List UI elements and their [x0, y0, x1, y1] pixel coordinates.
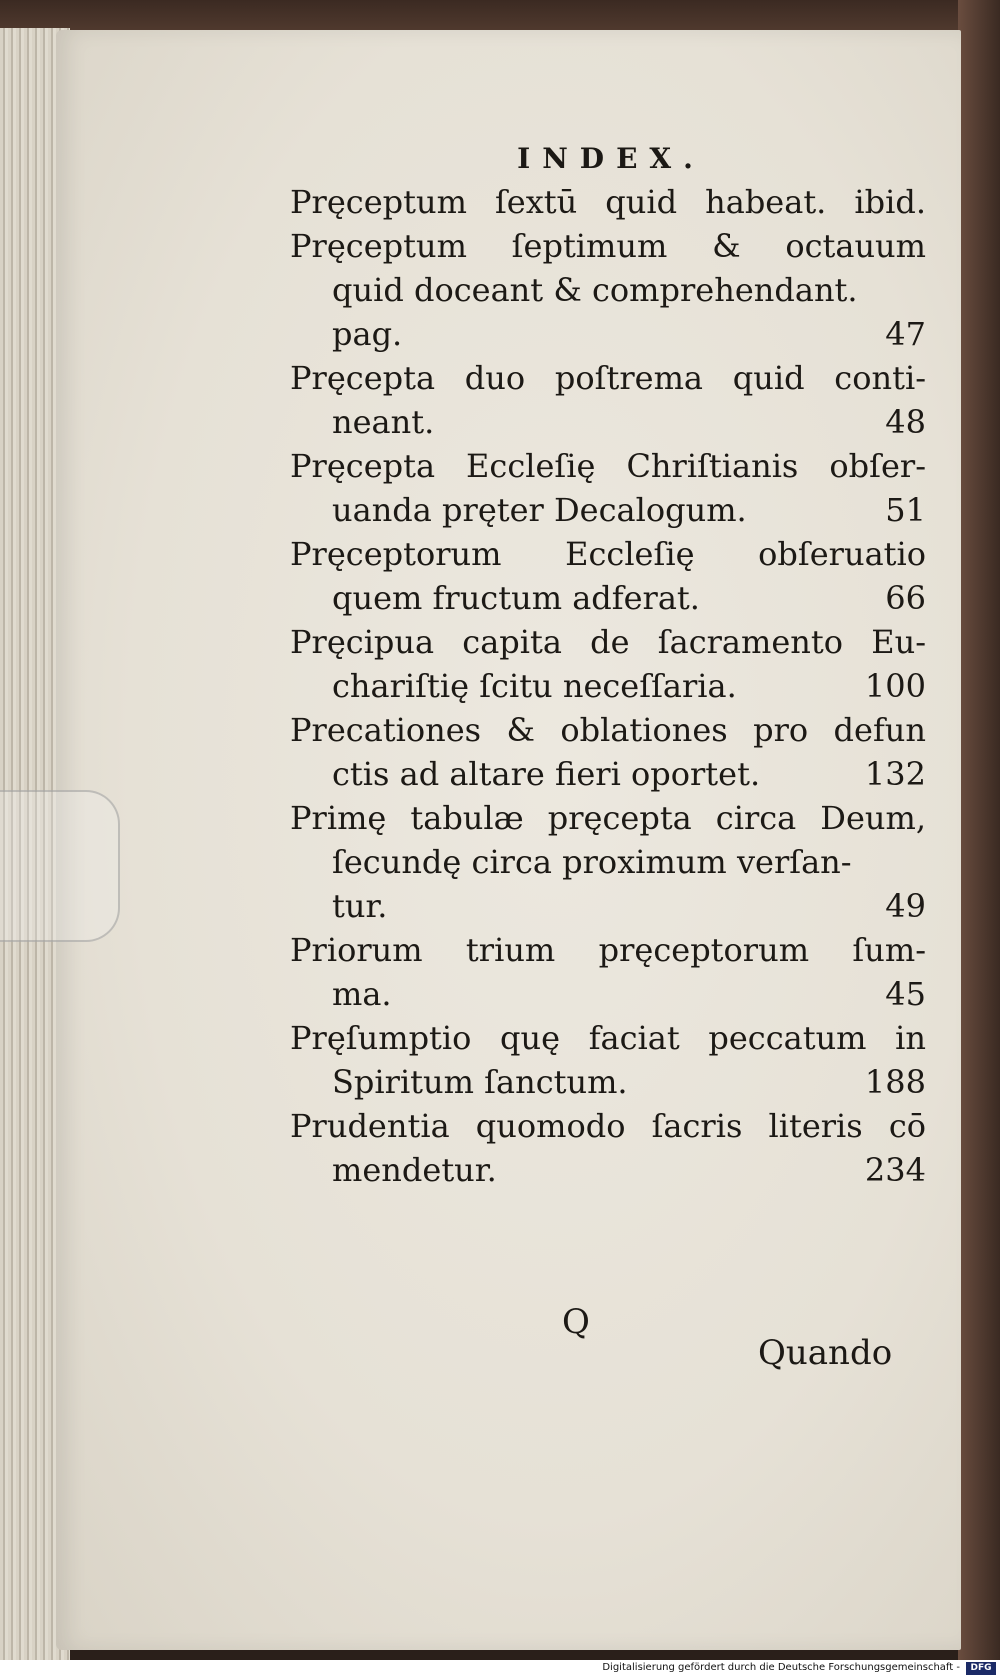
page-number: 188	[864, 1063, 926, 1101]
page-number: 48	[885, 403, 926, 441]
entry-line: Primę tabulæ pręcepta circa Deum,	[290, 799, 926, 837]
entry-last-line	[332, 1060, 926, 1104]
entry-line: quid doceant & comprehendant.	[332, 271, 858, 309]
index-entry	[290, 1016, 926, 1104]
index-entry	[290, 796, 926, 928]
index-content	[290, 138, 926, 1192]
entry-line: Pręcipua capita de ſacramento Eu-	[290, 623, 926, 661]
entry-line: Precationes & oblationes pro defun	[290, 711, 926, 749]
entry-line: quem fructum adferat.	[332, 579, 700, 617]
index-entry	[290, 1104, 926, 1192]
entry-last-line	[332, 752, 926, 796]
entry-last-line	[332, 488, 926, 532]
entry-line: Pręſumptio quę faciat peccatum in	[290, 1019, 926, 1057]
entry-last-line	[332, 1148, 926, 1192]
entry-line: Pręceptum ſextū quid habeat. ibid.	[290, 183, 926, 221]
page-clip	[0, 790, 120, 942]
page-number: 66	[885, 579, 926, 617]
entry-line: ſecundę circa proximum verſan-	[332, 843, 852, 881]
signature-mark: Q	[562, 1302, 590, 1342]
entry-line: tur.	[332, 887, 388, 925]
page-number: 45	[885, 975, 926, 1013]
entry-line: Priorum trium pręceptorum ſum-	[290, 931, 926, 969]
entry-last-line	[332, 400, 926, 444]
index-entry	[290, 224, 926, 356]
page-number: 234	[864, 1151, 926, 1189]
page-number: 100	[864, 667, 926, 705]
entry-line: Pręcepta Eccleſię Chriſtianis obſer-	[290, 447, 926, 485]
entry-line: Spiritum ſanctum.	[332, 1063, 628, 1101]
index-entry	[290, 180, 926, 224]
entry-line: uanda pręter Decalogum.	[332, 491, 747, 529]
entry-line: ctis ad altare fieri oportet.	[332, 755, 761, 793]
entry-line: ma.	[332, 975, 392, 1013]
page-header: INDEX.	[517, 142, 705, 175]
entry-last-line	[332, 664, 926, 708]
entry-line: Prudentia quomodo ſacris literis cō	[290, 1107, 926, 1145]
dfg-logo: DFG	[966, 1662, 996, 1675]
page-number: 132	[864, 755, 926, 793]
index-entry	[290, 708, 926, 796]
index-entry	[290, 356, 926, 444]
entry-line: pag.	[332, 315, 403, 353]
page-number: 47	[885, 315, 926, 353]
entry-line: chariſtię ſcitu neceſſaria.	[332, 667, 737, 705]
entry-line: mendetur.	[332, 1151, 497, 1189]
entry-last-line	[332, 884, 926, 928]
book-right-edge	[958, 0, 1000, 1660]
index-entry	[290, 444, 926, 532]
index-entry	[290, 532, 926, 620]
entry-last-line	[332, 576, 926, 620]
index-entry	[290, 620, 926, 708]
catchword: Quando	[758, 1333, 893, 1373]
entry-last-line	[332, 312, 926, 356]
page-number: 51	[885, 491, 926, 529]
entry-line: neant.	[332, 403, 435, 441]
entry-line: Pręceptum ſeptimum & octauum	[290, 227, 926, 265]
entry-line: Pręceptorum Eccleſię obſeruatio	[290, 535, 926, 573]
index-entry	[290, 928, 926, 1016]
page-number: 49	[885, 887, 926, 925]
entry-line: Pręcepta duo poſtrema quid conti-	[290, 359, 926, 397]
entry-last-line	[332, 972, 926, 1016]
footer-credit: Digitalisierung gefördert durch die Deutsche Forschungsgemeinschaft -	[602, 1662, 960, 1673]
